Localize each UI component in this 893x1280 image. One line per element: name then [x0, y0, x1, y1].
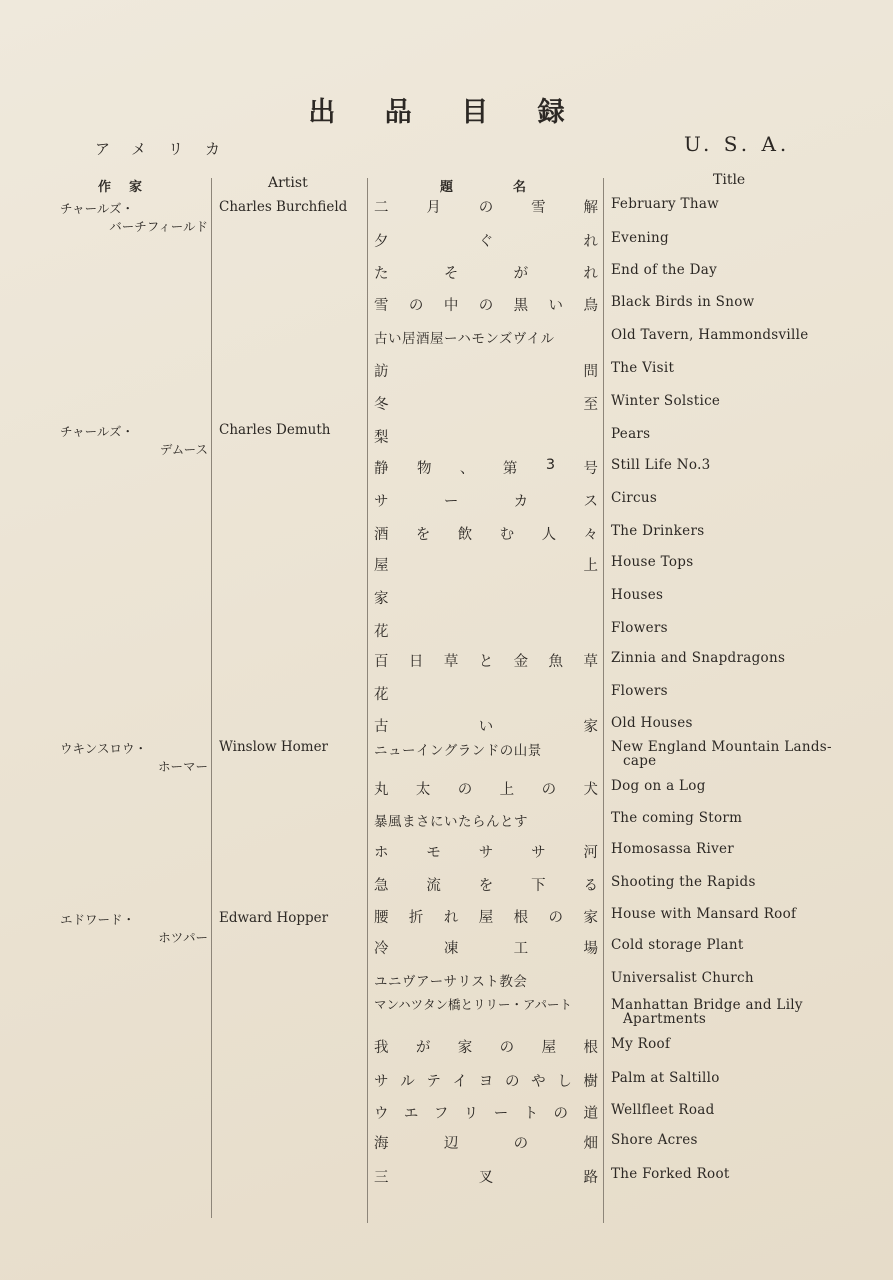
- work-title-jp-char: サ: [374, 1074, 389, 1090]
- work-title-jp-char: の: [478, 200, 494, 216]
- work-title-jp-char: 冷: [374, 941, 389, 957]
- work-title-jp-char: の: [499, 1040, 515, 1056]
- work-title-jp: [374, 1036, 598, 1057]
- work-title-jp-char: 根: [513, 910, 529, 926]
- work-title-en-line1: Pears: [611, 426, 651, 442]
- work-title-en: [611, 588, 851, 602]
- work-title-en-line1: Shore Acres: [611, 1132, 698, 1148]
- work-title-jp: [374, 1166, 598, 1187]
- work-title-en-line1: Flowers: [611, 683, 668, 699]
- artist-name-jp-line1: ウキンスロウ・: [60, 741, 148, 756]
- header-title-en: Title: [713, 172, 746, 188]
- work-title-jp-char: 鳥: [583, 298, 598, 314]
- artist-name-jp-line2: デムース: [159, 442, 208, 457]
- work-title-jp-char: 家: [374, 591, 389, 607]
- work-title-en: [611, 779, 851, 793]
- work-title-jp-char: 雪: [374, 298, 389, 314]
- work-title-jp-char: 草: [583, 654, 598, 670]
- work-title-jp-char: 号: [583, 461, 598, 477]
- work-title-jp-char: 家: [457, 1040, 473, 1056]
- work-title-jp-char: む: [499, 527, 515, 543]
- work-title-jp-char: 金: [513, 654, 529, 670]
- work-title-jp-char: カ: [513, 494, 529, 510]
- work-title-jp-char: 家: [583, 719, 598, 735]
- work-title-jp-char: ス: [583, 494, 598, 510]
- work-title-jp: [374, 426, 598, 447]
- work-title-jp-char: 雪: [531, 200, 546, 216]
- work-title-jp: [374, 937, 598, 958]
- page-title: 出 品 目 録: [308, 97, 585, 128]
- work-title-en-line1: Circus: [611, 490, 658, 506]
- work-title-jp: [374, 1070, 598, 1091]
- work-title-en: [611, 1167, 851, 1181]
- work-title-en: [611, 621, 851, 635]
- work-title-en: [611, 998, 851, 1026]
- work-title-jp: [374, 874, 598, 895]
- work-title-jp-char: を: [415, 527, 431, 543]
- work-title-jp-char: サ: [531, 845, 546, 861]
- work-title-jp-char: 屋: [374, 558, 389, 574]
- work-title-jp-char: 冬: [374, 397, 389, 413]
- work-title-en-line1: Flowers: [611, 620, 668, 636]
- work-title-jp: [374, 262, 598, 283]
- work-title-jp: [374, 620, 598, 641]
- work-title-jp-char: 急: [374, 878, 389, 894]
- work-title-jp-char: 、: [459, 461, 475, 477]
- work-title-jp: 暴風まさにいたらんとす: [374, 814, 528, 830]
- work-title-en-line1: House Tops: [611, 554, 694, 570]
- artist-name-jp: [60, 423, 208, 459]
- work-title-en: [611, 361, 851, 375]
- work-title-jp-char: 犬: [583, 782, 598, 798]
- work-title-jp-char: が: [415, 1040, 431, 1056]
- work-title-en-line1: Cold storage Plant: [611, 937, 744, 953]
- work-title-jp-char: 我: [374, 1040, 389, 1056]
- work-title-jp-char: 三: [374, 1170, 389, 1186]
- work-title-en-line1: Black Birds in Snow: [611, 294, 755, 310]
- work-title-jp-char: 月: [426, 200, 441, 216]
- work-title-jp: [374, 294, 598, 315]
- work-title-jp-char: フ: [433, 1106, 449, 1122]
- work-title-jp-char: 折: [408, 910, 424, 926]
- work-title-jp-char: 根: [583, 1040, 598, 1056]
- work-title-en-line1: New England Mountain Lands-: [611, 739, 832, 755]
- work-title-jp-char: 丸: [374, 782, 389, 798]
- work-title-en-line1: The coming Storm: [611, 810, 743, 826]
- work-title-en: [611, 907, 851, 921]
- work-title-jp-char: 二: [374, 200, 389, 216]
- work-title-en-line1: The Drinkers: [611, 523, 705, 539]
- work-title-en-line1: Universalist Church: [611, 970, 754, 986]
- work-title-en: [611, 394, 851, 408]
- work-title-en: [611, 458, 851, 472]
- artist-name-jp-line2: バーチフィールド: [109, 219, 208, 234]
- work-title-jp-char: 3: [545, 457, 556, 473]
- work-title-en: [611, 1133, 851, 1147]
- column-divider: [367, 178, 368, 1223]
- work-title-jp-char: を: [478, 878, 494, 894]
- work-title-jp-char: 梨: [374, 430, 389, 446]
- work-title-jp-char: ル: [400, 1074, 415, 1090]
- header-artist-jp: 作家: [98, 180, 161, 195]
- artist-name-en: Charles Demuth: [219, 422, 331, 438]
- work-title-jp-char: サ: [478, 845, 494, 861]
- column-divider: [603, 178, 604, 1223]
- work-title-en-line1: February Thaw: [611, 196, 720, 212]
- work-title-jp-char: 夕: [374, 234, 389, 250]
- work-title-en-line1: House with Mansard Roof: [611, 906, 797, 922]
- work-title-en-line1: Evening: [611, 230, 669, 246]
- work-title-jp-char: ヨ: [478, 1074, 494, 1090]
- work-title-jp-char: 中: [443, 298, 459, 314]
- work-title-en-line1: Zinnia and Snapdragons: [611, 650, 786, 666]
- work-title-jp-char: 樹: [583, 1074, 598, 1090]
- work-title-jp: [374, 457, 598, 478]
- work-title-jp-char: モ: [426, 845, 441, 861]
- header-artist-en: Artist: [268, 175, 308, 191]
- work-title-jp-char: 飲: [457, 527, 473, 543]
- work-title-jp: [374, 841, 598, 862]
- work-title-en: [611, 716, 851, 730]
- work-title-jp-char: 物: [416, 461, 432, 477]
- work-title-jp-char: そ: [443, 266, 459, 282]
- work-title-jp-char: 訪: [374, 364, 389, 380]
- work-title-jp-char: 下: [531, 878, 546, 894]
- work-title-jp-char: イ: [452, 1074, 468, 1090]
- work-title-jp-char: 辺: [443, 1136, 459, 1152]
- work-title-en-line1: My Roof: [611, 1036, 671, 1052]
- work-title-en: [611, 938, 851, 952]
- work-title-jp-char: の: [478, 298, 494, 314]
- work-title-en: [611, 740, 851, 768]
- work-title-jp-char: の: [553, 1106, 569, 1122]
- work-title-en: [611, 555, 851, 569]
- work-title-jp-char: リ: [463, 1106, 479, 1122]
- work-title-en-line1: Homosassa River: [611, 841, 735, 857]
- work-title-jp-char: 解: [583, 200, 598, 216]
- work-title-jp-char: 腰: [374, 910, 389, 926]
- work-title-en: [611, 811, 851, 825]
- work-title-jp-char: 日: [408, 654, 424, 670]
- work-title-jp-char: い: [478, 719, 494, 735]
- work-title-jp-char: 第: [502, 461, 518, 477]
- work-title-jp-char: 草: [443, 654, 459, 670]
- artist-name-jp-line1: チャールズ・: [60, 424, 135, 439]
- artist-name-jp: [60, 911, 208, 947]
- work-title-jp-char: 太: [415, 782, 431, 798]
- work-title-jp: [374, 650, 598, 671]
- work-title-en: [611, 524, 851, 538]
- work-title-en-line1: Still Life No.3: [611, 457, 711, 473]
- artist-name-jp-line1: チャールズ・: [60, 201, 135, 216]
- work-title-en: [611, 1071, 851, 1085]
- work-title-en-line1: Manhattan Bridge and Lily: [611, 997, 803, 1013]
- work-title-jp-char: れ: [583, 234, 598, 250]
- header-title-jp: 題名: [440, 180, 587, 195]
- work-title-jp-char: 々: [583, 527, 598, 543]
- work-title-jp-char: の: [541, 782, 557, 798]
- work-title-jp-char: 至: [583, 397, 598, 413]
- work-title-jp: [374, 683, 598, 704]
- work-title-jp: [374, 360, 598, 381]
- work-title-jp-char: ー: [493, 1106, 509, 1122]
- work-title-en: [611, 427, 851, 441]
- work-title-jp: [374, 1132, 598, 1153]
- work-title-jp-char: 古: [374, 719, 389, 735]
- work-title-jp: マンハツタン橋とリリー・アパート: [374, 997, 573, 1012]
- work-title-jp-char: 場: [583, 941, 598, 957]
- work-title-jp-char: ト: [523, 1106, 539, 1122]
- artist-name-jp: [60, 740, 208, 776]
- work-title-en-line1: End of the Day: [611, 262, 717, 278]
- work-title-en-line1: Winter Solstice: [611, 393, 721, 409]
- work-title-en: [611, 491, 851, 505]
- work-title-jp-char: 畑: [583, 1136, 598, 1152]
- work-title-en: [611, 328, 851, 342]
- work-title-jp-char: の: [408, 298, 424, 314]
- work-title-jp-char: と: [478, 654, 494, 670]
- work-title-jp-char: の: [504, 1074, 520, 1090]
- work-title-jp-char: ー: [443, 494, 459, 510]
- work-title-jp-char: が: [513, 266, 529, 282]
- work-title-jp-char: の: [513, 1136, 529, 1152]
- work-title-jp-char: い: [548, 298, 564, 314]
- work-title-jp: [374, 523, 598, 544]
- work-title-en: [611, 295, 851, 309]
- work-title-jp-char: や: [531, 1074, 546, 1090]
- work-title-jp-char: 上: [499, 782, 515, 798]
- work-title-jp: [374, 587, 598, 608]
- artist-name-jp-line2: ホーマー: [157, 759, 208, 774]
- work-title-en: [611, 1037, 851, 1051]
- work-title-en-line1: Old Houses: [611, 715, 693, 731]
- work-title-jp-char: 工: [513, 941, 529, 957]
- artist-name-en: Winslow Homer: [219, 739, 329, 755]
- work-title-jp-char: ウ: [374, 1106, 389, 1122]
- column-divider: [211, 178, 212, 1218]
- work-title-jp-char: 上: [583, 558, 598, 574]
- work-title-en: [611, 197, 851, 211]
- work-title-en-line1: The Visit: [611, 360, 675, 376]
- work-title-en: [611, 971, 851, 985]
- work-title-jp-char: テ: [426, 1074, 441, 1090]
- work-title-en-line1: Dog on a Log: [611, 778, 706, 794]
- work-title-en-line2: cape: [623, 753, 657, 769]
- work-title-jp-char: 凍: [443, 941, 459, 957]
- artist-name-jp: [60, 200, 208, 236]
- work-title-jp-char: 屋: [478, 910, 494, 926]
- work-title-en-line1: Wellfleet Road: [611, 1102, 715, 1118]
- work-title-en-line1: Old Tavern, Hammondsville: [611, 327, 809, 343]
- work-title-jp: ユニヴアーサリスト教会: [374, 974, 528, 990]
- work-title-jp-char: 人: [541, 527, 557, 543]
- work-title-en: [611, 684, 851, 698]
- work-title-jp-char: 家: [583, 910, 598, 926]
- work-title-jp-char: れ: [583, 266, 598, 282]
- work-title-jp: [374, 906, 598, 927]
- artist-name-en: Charles Burchfield: [219, 199, 348, 215]
- work-title-en: [611, 875, 851, 889]
- work-title-jp-char: 酒: [374, 527, 389, 543]
- work-title-jp-char: エ: [403, 1106, 419, 1122]
- work-title-jp-char: 河: [583, 845, 598, 861]
- work-title-jp-char: の: [457, 782, 473, 798]
- work-title-jp: [374, 490, 598, 511]
- work-title-jp-char: ぐ: [478, 234, 494, 250]
- work-title-jp-char: 花: [374, 687, 389, 703]
- work-title-jp-char: 問: [583, 364, 598, 380]
- work-title-en-line1: Palm at Saltillo: [611, 1070, 720, 1086]
- work-title-jp: [374, 1102, 598, 1123]
- work-title-jp-char: 路: [583, 1170, 598, 1186]
- work-title-jp-char: 花: [374, 624, 389, 640]
- work-title-jp-char: る: [583, 878, 598, 894]
- work-title-jp: [374, 715, 598, 736]
- work-title-jp-char: 屋: [541, 1040, 557, 1056]
- work-title-jp-char: 流: [426, 878, 441, 894]
- work-title-jp: [374, 393, 598, 414]
- work-title-jp-char: た: [374, 266, 389, 282]
- work-title-en-line1: Shooting the Rapids: [611, 874, 756, 890]
- artist-name-jp-line1: エドワード・: [60, 912, 136, 927]
- work-title-jp: [374, 554, 598, 575]
- work-title-en: [611, 842, 851, 856]
- region-label-jp: アメリカ: [95, 140, 242, 158]
- work-title-en-line1: The Forked Root: [611, 1166, 730, 1182]
- work-title-en: [611, 263, 851, 277]
- work-title-en: [611, 231, 851, 245]
- work-title-jp: [374, 196, 598, 217]
- work-title-jp: [374, 778, 598, 799]
- work-title-jp-char: 海: [374, 1136, 389, 1152]
- artist-name-en: Edward Hopper: [219, 910, 329, 926]
- region-label-en: U. S. A.: [684, 132, 791, 156]
- work-title-jp-char: ホ: [374, 845, 389, 861]
- artist-name-jp-line2: ホツパー: [158, 930, 208, 945]
- work-title-en-line1: Houses: [611, 587, 664, 603]
- work-title-jp-char: の: [548, 910, 564, 926]
- work-title-jp-char: れ: [443, 910, 459, 926]
- work-title-jp-char: サ: [374, 494, 389, 510]
- work-title-jp: [374, 230, 598, 251]
- work-title-jp-char: 静: [374, 461, 389, 477]
- work-title-en: [611, 651, 851, 665]
- work-title-jp: ニューイングランドの山景: [374, 743, 542, 759]
- work-title-jp-char: 道: [583, 1106, 598, 1122]
- work-title-en-line2: Apartments: [623, 1011, 707, 1027]
- work-title-jp-char: 百: [374, 654, 389, 670]
- work-title-jp-char: 叉: [478, 1170, 494, 1186]
- work-title-jp-char: 魚: [548, 654, 564, 670]
- work-title-jp-char: 黒: [513, 298, 529, 314]
- work-title-jp-char: し: [557, 1074, 572, 1090]
- work-title-en: [611, 1103, 851, 1117]
- work-title-jp: 古い居酒屋ーハモンズヴイル: [374, 331, 555, 347]
